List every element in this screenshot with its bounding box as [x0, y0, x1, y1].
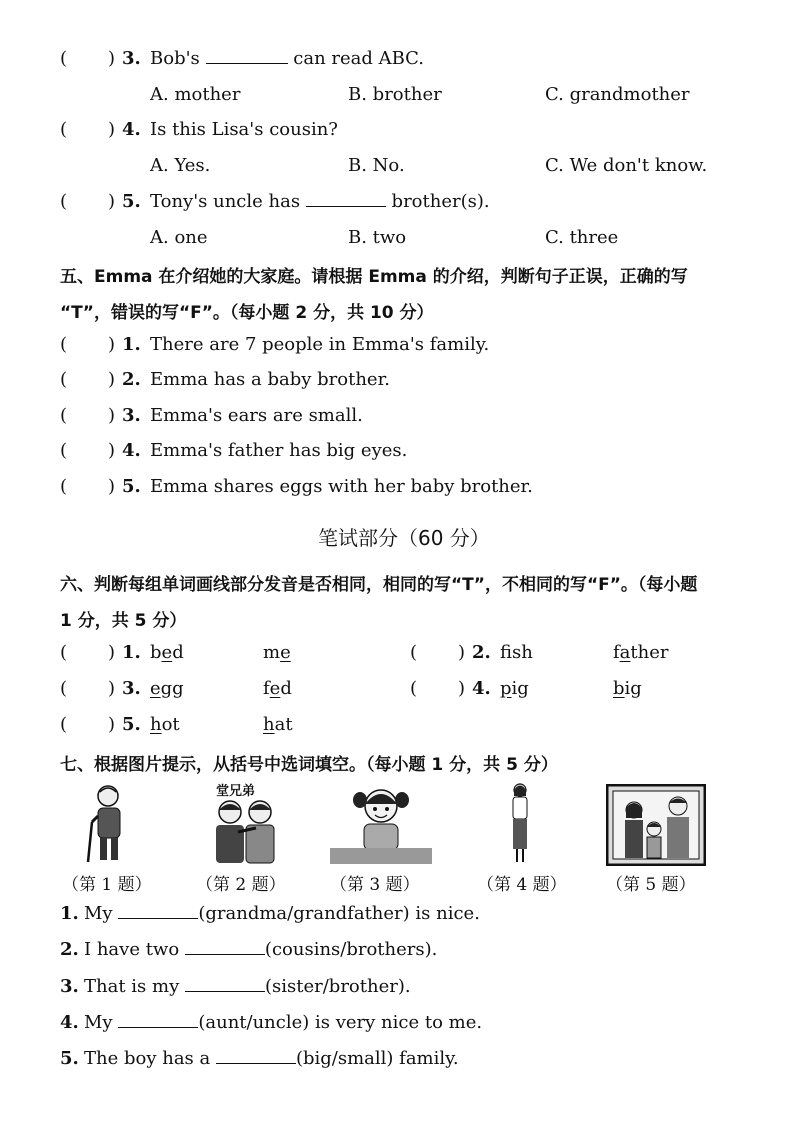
question-number: 2.: [472, 642, 491, 663]
word-part: ig: [511, 678, 529, 699]
question-number: 1.: [122, 334, 141, 355]
fill-blank[interactable]: [118, 904, 198, 919]
word-1: [150, 714, 180, 735]
fill-blank[interactable]: [118, 1013, 198, 1028]
word-1: [500, 678, 529, 699]
grandfather-picture: [78, 782, 138, 864]
family-photo-picture: [606, 784, 706, 866]
answer-paren[interactable]: (: [60, 714, 68, 735]
fill-blank[interactable]: [185, 977, 265, 992]
underlined-letters: e: [150, 678, 161, 699]
picture-caption: （第 5 题）: [606, 875, 696, 895]
answer-paren-close: ): [108, 369, 116, 390]
question-number: 3.: [122, 678, 141, 699]
answer-paren-close: ): [108, 678, 116, 699]
underlined-letters: h: [263, 714, 275, 735]
answer-paren-close: ): [108, 48, 116, 69]
answer-paren[interactable]: (: [60, 191, 68, 212]
word-2: [263, 678, 292, 699]
word-2: [613, 678, 642, 699]
word-part: m: [263, 642, 281, 663]
answer-paren[interactable]: (: [60, 119, 68, 140]
question-number: 4.: [122, 440, 141, 461]
sentence-start: My: [84, 903, 113, 924]
option-c[interactable]: C. We don't know.: [545, 155, 708, 176]
sentence-end: (cousins/brothers).: [264, 939, 438, 960]
word-2: [263, 714, 293, 735]
sentence-end: (big/small) family.: [295, 1048, 459, 1069]
underlined-letters: b: [613, 678, 625, 699]
cousins-picture: [208, 798, 282, 864]
sentence-end: (aunt/uncle) is very nice to me.: [198, 1012, 483, 1033]
answer-paren-close: ): [458, 678, 466, 699]
question-text: Tony's uncle has brother(s).: [150, 191, 490, 212]
answer-paren[interactable]: (: [410, 678, 418, 699]
question-number: 3.: [122, 405, 141, 426]
answer-paren-close: ): [108, 642, 116, 663]
question-number: 4.: [60, 1012, 79, 1033]
sentence-end: (grandma/grandfather) is nice.: [198, 903, 480, 924]
fill-blank[interactable]: [216, 1049, 296, 1064]
sentence: [84, 903, 480, 924]
word-part: at: [274, 714, 293, 735]
answer-paren-close: ): [108, 476, 116, 497]
word-2: [613, 642, 669, 663]
question-number: 5.: [122, 476, 141, 497]
option-c[interactable]: C. three: [545, 227, 619, 248]
option-a[interactable]: A. one: [150, 227, 208, 248]
answer-paren[interactable]: (: [60, 369, 68, 390]
sentence-start: I have two: [84, 939, 180, 960]
word-part: ther: [630, 642, 669, 663]
option-b[interactable]: B. brother: [348, 84, 442, 105]
question-text: Bob's can read ABC.: [150, 48, 425, 69]
option-a[interactable]: A. mother: [150, 84, 241, 105]
question-number: 4.: [472, 678, 491, 699]
aunt-picture: [505, 782, 535, 864]
word-part: f: [613, 642, 620, 663]
statement-text: Emma shares eggs with her baby brother.: [150, 476, 533, 497]
answer-paren-close: ): [108, 440, 116, 461]
picture-caption: （第 3 题）: [330, 875, 420, 895]
statement-text: Emma has a baby brother.: [150, 369, 390, 390]
question-number: 1.: [60, 903, 79, 924]
word-part: d: [172, 642, 184, 663]
word-part: gg: [160, 678, 184, 699]
answer-paren-close: ): [458, 642, 466, 663]
word-part: ig: [624, 678, 642, 699]
underlined-letters: e: [269, 678, 281, 699]
answer-paren[interactable]: (: [60, 334, 68, 355]
question-number: 2.: [122, 369, 141, 390]
picture-caption: （第 1 题）: [62, 875, 152, 895]
section-header: 六、判断每组单词画线部分发音是否相同，相同的写“T”，不相同的写“F”。（每小题: [60, 575, 698, 595]
sister-picture: [330, 782, 432, 864]
sentence: [84, 976, 411, 997]
word-part: b: [150, 642, 162, 663]
section-header: 七、根据图片提示，从括号中选词填空。（每小题 1 分，共 5 分）: [60, 755, 558, 775]
word-1: [500, 642, 533, 663]
word-1: [150, 642, 184, 663]
question-number: 1.: [122, 642, 141, 663]
question-number: 4.: [122, 119, 141, 140]
statement-text: Emma's ears are small.: [150, 405, 363, 426]
question-number: 5.: [122, 191, 141, 212]
sentence-start: The boy has a: [84, 1048, 211, 1069]
fill-blank[interactable]: [306, 192, 386, 207]
sentence-start: That is my: [84, 976, 180, 997]
answer-paren[interactable]: (: [60, 440, 68, 461]
word-part: ot: [161, 714, 180, 735]
answer-paren[interactable]: (: [60, 48, 68, 69]
question-number: 5.: [60, 1048, 79, 1069]
option-b[interactable]: B. two: [348, 227, 407, 248]
word-2: [263, 642, 291, 663]
question-number: 2.: [60, 939, 79, 960]
answer-paren-close: ): [108, 405, 116, 426]
sentence-start: My: [84, 1012, 113, 1033]
word-part: sh: [512, 642, 533, 663]
underlined-letters: p: [500, 678, 512, 699]
question-number: 5.: [122, 714, 141, 735]
section-header: 五、Emma 在介绍她的大家庭。请根据 Emma 的介绍，判断句子正误，正确的写: [60, 267, 688, 287]
sentence: [84, 939, 437, 960]
section-header-cont: “T”，错误的写“F”。（每小题 2 分，共 10 分）: [60, 303, 434, 323]
answer-paren[interactable]: (: [60, 476, 68, 497]
option-c[interactable]: C. grandmother: [545, 84, 690, 105]
cousins-label: 堂兄弟: [216, 784, 256, 799]
question-number: 3.: [60, 976, 79, 997]
option-b[interactable]: B. No.: [348, 155, 405, 176]
underlined-letters: a: [619, 642, 631, 663]
word-part: f: [263, 678, 270, 699]
fill-blank[interactable]: [185, 940, 265, 955]
underlined-letters: e: [280, 642, 291, 663]
answer-paren-close: ): [108, 119, 116, 140]
question-number: 3.: [122, 48, 141, 69]
answer-paren[interactable]: (: [60, 642, 68, 663]
fill-blank[interactable]: [206, 49, 288, 64]
written-part-title: 笔试部分（60 分）: [318, 526, 490, 550]
statement-text: There are 7 people in Emma's family.: [150, 334, 490, 355]
section-header-cont: 1 分，共 5 分）: [60, 611, 187, 631]
statement-text: Emma's father has big eyes.: [150, 440, 408, 461]
answer-paren-close: ): [108, 191, 116, 212]
word-part: d: [280, 678, 292, 699]
answer-paren[interactable]: (: [60, 405, 68, 426]
word-part: f: [500, 642, 513, 663]
sentence: [84, 1048, 459, 1069]
answer-paren-close: ): [108, 714, 116, 735]
sentence-end: (sister/brother).: [264, 976, 411, 997]
option-a[interactable]: A. Yes.: [150, 155, 211, 176]
answer-paren[interactable]: (: [410, 642, 418, 663]
picture-caption: （第 2 题）: [196, 875, 286, 895]
underlined-letters: e: [161, 642, 173, 663]
answer-paren-close: ): [108, 334, 116, 355]
word-1: [150, 678, 184, 699]
question-text: Is this Lisa's cousin?: [150, 119, 338, 140]
sentence: [84, 1012, 482, 1033]
answer-paren[interactable]: (: [60, 678, 68, 699]
underlined-letters: h: [150, 714, 162, 735]
picture-caption: （第 4 题）: [477, 875, 567, 895]
